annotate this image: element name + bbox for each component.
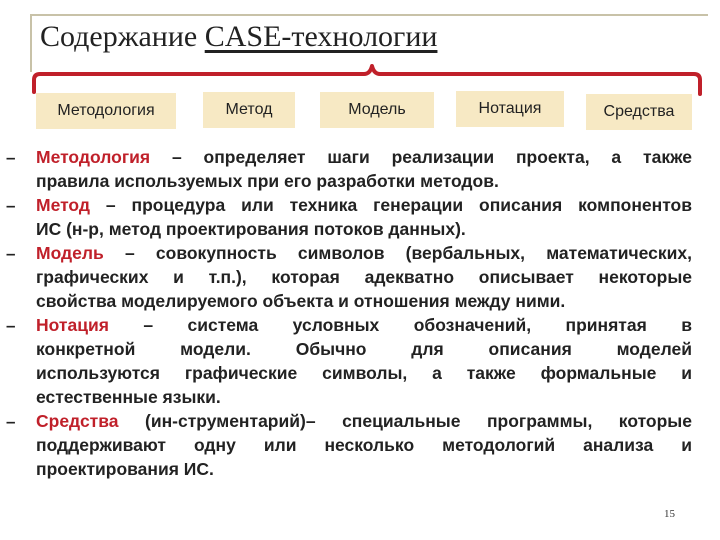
title-prefix: Содержание <box>40 20 205 53</box>
term-methodology: Методология <box>36 147 151 167</box>
definition-text: – совокупность символов (вербальных, математических, <box>103 243 692 263</box>
item-first-line <box>36 145 692 169</box>
bullet-dash: – <box>6 196 16 215</box>
bullet-dash: – <box>6 244 16 263</box>
bullet-dash: – <box>6 412 16 431</box>
term-model: Модель <box>36 243 104 263</box>
item-line: ИС (н-р, метод проектирования потоков данных). <box>36 219 466 239</box>
item-line: свойства моделируемого объекта и отношения между ними. <box>36 291 566 311</box>
item-line: проектирования ИС. <box>36 459 214 479</box>
curly-brace <box>0 0 720 100</box>
box-tools: Средства <box>586 94 692 130</box>
item-line: используются графические символы, а также формальные и <box>36 363 692 383</box>
box-notation: Нотация <box>456 91 564 127</box>
item-line: конкретной модели. Обычно для описания моделей <box>36 339 692 359</box>
term-method: Метод <box>36 195 90 215</box>
item-first-line <box>36 313 692 337</box>
definition-text: – система условных обозначений, принятая в <box>108 315 692 335</box>
bullet-dash: – <box>6 148 16 167</box>
box-model: Модель <box>320 92 434 128</box>
bullet-dash: – <box>6 316 16 335</box>
item-first-line <box>36 193 692 217</box>
item-line: естественные языки. <box>36 387 221 407</box>
item-first-line <box>36 241 692 265</box>
box-methodology: Методология <box>36 93 176 129</box>
item-line: правила используемых при его разработки методов. <box>36 171 499 191</box>
term-tools: Средства <box>36 411 119 431</box>
term-notation: Нотация <box>36 315 109 335</box>
page-number: 15 <box>664 508 675 520</box>
definition-text: – определяет шаги реализации проекта, а также <box>150 147 692 167</box>
definition-text: – процедура или техника генерации описания компонентов <box>90 195 692 215</box>
item-line: графических и т.п.), которая адекватно описывает некоторые <box>36 267 692 287</box>
definition-text: (ин-струментарий)– специальные программы, которые <box>118 411 692 431</box>
item-first-line <box>36 409 692 433</box>
title-underlined: CASE-технологии <box>204 20 438 53</box>
item-line: поддерживают одну или несколько методологий анализа и <box>36 435 692 455</box>
box-method: Метод <box>203 92 295 128</box>
